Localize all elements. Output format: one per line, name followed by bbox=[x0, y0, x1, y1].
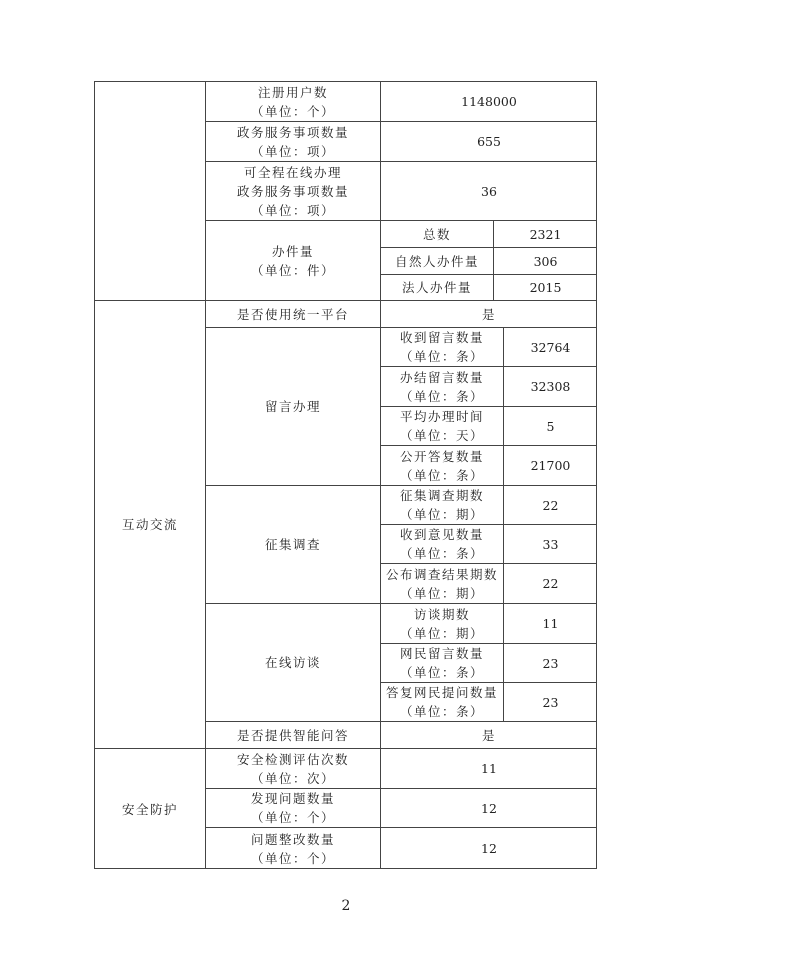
interview-group-label: 在线访谈 bbox=[205, 603, 380, 721]
interview-netizen-messages-label: 网民留言数量 （单位：条） bbox=[380, 643, 503, 682]
page-number: 2 bbox=[341, 898, 351, 914]
survey-periods-label: 征集调查期数 （单位：期） bbox=[380, 485, 503, 524]
handling-total-label: 总数 bbox=[380, 220, 493, 247]
interview-replies-label: 答复网民提问数量 （单位：条） bbox=[380, 682, 503, 721]
messages-public-reply-label: 公开答复数量 （单位：条） bbox=[380, 445, 503, 485]
services-label: 政务服务事项数量 （单位：项） bbox=[205, 121, 380, 161]
interview-periods-label: 访谈期数 （单位：期） bbox=[380, 603, 503, 643]
unified-platform-value: 是 bbox=[380, 300, 597, 327]
messages-closed-label: 办结留言数量 （单位：条） bbox=[380, 366, 503, 406]
interview-netizen-messages-value: 23 bbox=[503, 643, 597, 682]
messages-received-value: 32764 bbox=[503, 327, 597, 366]
messages-public-reply-value: 21700 bbox=[503, 445, 597, 485]
survey-results-label: 公布调查结果期数 （单位：期） bbox=[380, 563, 503, 603]
survey-group-label: 征集调查 bbox=[205, 485, 380, 603]
handling-total-value: 2321 bbox=[493, 220, 597, 247]
issues-found-value: 12 bbox=[380, 788, 597, 827]
handling-natural-value: 306 bbox=[493, 247, 597, 274]
messages-closed-value: 32308 bbox=[503, 366, 597, 406]
services-value: 655 bbox=[380, 121, 597, 161]
security-checks-value: 11 bbox=[380, 748, 597, 788]
survey-results-value: 22 bbox=[503, 563, 597, 603]
interview-periods-value: 11 bbox=[503, 603, 597, 643]
issues-fixed-value: 12 bbox=[380, 827, 597, 869]
interview-replies-value: 23 bbox=[503, 682, 597, 721]
handling-label: 办件量 （单位：件） bbox=[205, 220, 380, 300]
security-checks-label: 安全检测评估次数 （单位：次） bbox=[205, 748, 380, 788]
section-cell-continued bbox=[94, 81, 205, 300]
handling-legal-label: 法人办件量 bbox=[380, 274, 493, 300]
unified-platform-label: 是否使用统一平台 bbox=[205, 300, 380, 327]
reg-users-value: 1148000 bbox=[380, 81, 597, 121]
messages-group-label: 留言办理 bbox=[205, 327, 380, 485]
section-interaction: 互动交流 bbox=[94, 300, 205, 748]
smart-qa-value: 是 bbox=[380, 721, 597, 748]
data-table bbox=[94, 81, 597, 869]
survey-periods-value: 22 bbox=[503, 485, 597, 524]
messages-avg-time-value: 5 bbox=[503, 406, 597, 445]
survey-opinions-label: 收到意见数量 （单位：条） bbox=[380, 524, 503, 563]
messages-avg-time-label: 平均办理时间 （单位：天） bbox=[380, 406, 503, 445]
smart-qa-label: 是否提供智能问答 bbox=[205, 721, 380, 748]
online-services-value: 36 bbox=[380, 161, 597, 220]
section-security: 安全防护 bbox=[94, 748, 205, 869]
handling-legal-value: 2015 bbox=[493, 274, 597, 300]
survey-opinions-value: 33 bbox=[503, 524, 597, 563]
handling-natural-label: 自然人办件量 bbox=[380, 247, 493, 274]
reg-users-label: 注册用户数 （单位：个） bbox=[205, 81, 380, 121]
messages-received-label: 收到留言数量 （单位：条） bbox=[380, 327, 503, 366]
issues-fixed-label: 问题整改数量 （单位：个） bbox=[205, 827, 380, 869]
online-services-label: 可全程在线办理 政务服务事项数量 （单位：项） bbox=[205, 161, 380, 220]
issues-found-label: 发现问题数量 （单位：个） bbox=[205, 788, 380, 827]
